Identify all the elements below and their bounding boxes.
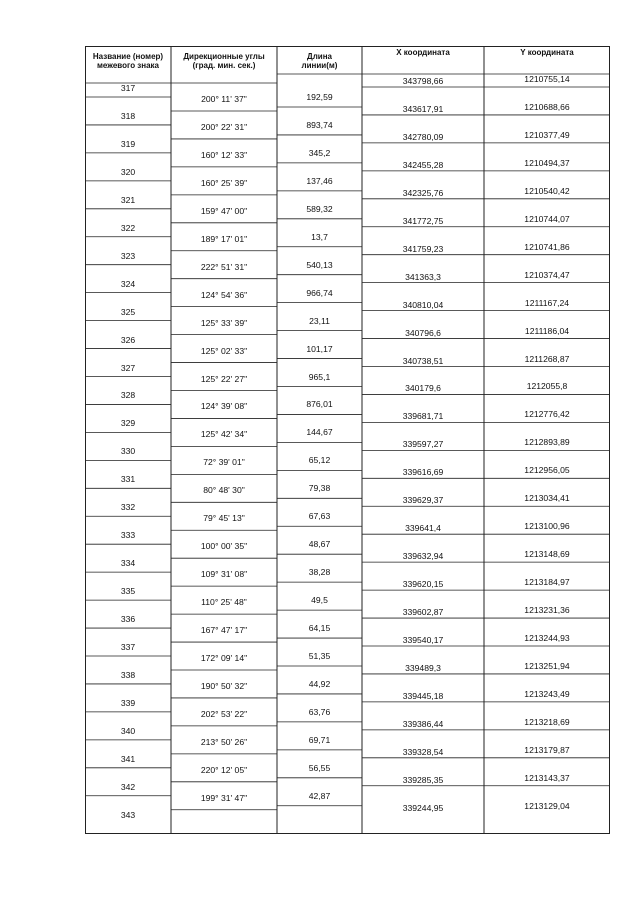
- x-coordinate: 341772,75: [402, 215, 444, 226]
- direction-angle: 124° 39' 08": [200, 401, 248, 412]
- y-coordinate: 1213244,93: [524, 633, 570, 643]
- line-length: 966,74: [306, 287, 333, 298]
- direction-angle: 190° 50' 32": [200, 680, 248, 691]
- line-length: 44,92: [308, 678, 331, 689]
- point-name: 334: [120, 558, 136, 569]
- y-coordinate: 1210377,49: [524, 129, 570, 140]
- direction-angle: 125° 02' 33": [200, 345, 248, 356]
- point-name: 337: [120, 642, 136, 652]
- direction-angle: 79° 45' 13": [203, 513, 245, 524]
- direction-angle: 160° 12' 33": [200, 149, 248, 160]
- point-name: 338: [120, 669, 136, 680]
- point-name: 320: [120, 166, 136, 177]
- line-length: 38,28: [308, 567, 331, 578]
- x-coordinate: 342455,28: [402, 159, 444, 170]
- y-coordinate: 1213218,69: [524, 716, 570, 727]
- line-length: 64,15: [308, 623, 331, 634]
- x-coordinate: 340179,6: [405, 383, 441, 394]
- point-name: 339: [120, 697, 136, 708]
- direction-angle: 222° 51' 31": [200, 261, 248, 272]
- y-coordinate: 1213251,94: [524, 660, 570, 671]
- direction-angle: 109° 31' 08": [200, 569, 248, 580]
- point-name: 318: [120, 110, 136, 121]
- y-coordinate: 1213100,96: [524, 521, 570, 532]
- point-name: 341: [120, 753, 136, 764]
- x-coordinate: 339602,87: [402, 607, 444, 618]
- line-length: 63,76: [308, 706, 331, 717]
- point-name: 323: [120, 250, 136, 261]
- line-length: 893,74: [306, 119, 333, 130]
- y-coordinate: 1213243,49: [524, 688, 570, 699]
- header-line-length: Длина линии(м): [301, 52, 338, 70]
- direction-angle: 124° 54' 36": [200, 289, 248, 300]
- point-name: 332: [120, 502, 136, 513]
- direction-angle: 213° 50' 26": [200, 736, 248, 747]
- point-name: 328: [120, 390, 136, 401]
- line-length: 13,7: [311, 231, 328, 242]
- line-length: 51,35: [308, 651, 331, 661]
- x-coordinate: 339445,18: [402, 690, 444, 701]
- point-name: 329: [120, 418, 136, 429]
- point-name: 342: [120, 781, 136, 792]
- x-coordinate: 339632,94: [402, 551, 444, 562]
- direction-angle: 125° 42' 34": [200, 429, 248, 440]
- line-length: 23,11: [309, 315, 330, 326]
- line-length: 79,38: [308, 483, 331, 494]
- x-coordinate: 339629,37: [402, 495, 444, 506]
- y-coordinate: 1210540,42: [524, 185, 570, 196]
- line-length: 42,87: [308, 790, 331, 801]
- y-coordinate: 1210494,37: [524, 157, 570, 168]
- direction-angle: 72° 39' 01": [203, 457, 245, 468]
- y-coordinate: 1211167,24: [524, 297, 570, 308]
- point-name: 343: [120, 809, 136, 820]
- point-name: 336: [120, 614, 136, 625]
- header-y-coordinate: Y координата: [520, 48, 574, 57]
- x-coordinate: 339285,35: [402, 774, 444, 785]
- point-name: 325: [120, 306, 136, 317]
- direction-angle: 125° 22' 27": [200, 373, 248, 384]
- point-name: 321: [120, 194, 136, 205]
- x-coordinate: 339328,54: [402, 746, 444, 757]
- x-coordinate: 339616,69: [402, 467, 444, 478]
- direction-angle: 172° 09' 14": [200, 653, 248, 663]
- line-length: 56,55: [308, 762, 331, 773]
- direction-angle: 80° 48' 30": [203, 485, 245, 496]
- point-name: 317: [120, 83, 136, 93]
- line-length: 48,67: [308, 539, 331, 550]
- header-point-name: Название (номер) межевого знака: [92, 52, 164, 70]
- direction-angle: 200° 22' 31": [200, 121, 248, 132]
- line-length: 876,01: [306, 399, 333, 410]
- point-name: 319: [120, 138, 136, 149]
- x-coordinate: 343798,66: [402, 76, 444, 86]
- y-coordinate: 1212893,89: [524, 437, 570, 448]
- point-name: 326: [120, 334, 136, 345]
- y-coordinate: 1212055,8: [526, 381, 568, 392]
- line-length: 192,59: [306, 92, 333, 102]
- direction-angle: 200° 11' 37": [201, 94, 247, 104]
- point-name: 333: [120, 530, 136, 541]
- boundary-coordinates-table: [85, 46, 610, 834]
- line-length: 67,63: [308, 511, 331, 522]
- direction-angle: 159° 47' 00": [200, 205, 248, 216]
- x-coordinate: 339386,44: [402, 718, 444, 729]
- y-coordinate: 1213148,69: [524, 549, 570, 560]
- x-coordinate: 339641,4: [405, 523, 441, 534]
- y-coordinate: 1212776,42: [524, 409, 570, 420]
- x-coordinate: 339681,71: [402, 411, 444, 422]
- direction-angle: 110° 25' 48": [201, 597, 247, 608]
- point-name: 324: [120, 278, 136, 289]
- direction-angle: 100° 00' 35": [200, 541, 248, 552]
- point-name: 322: [120, 222, 136, 233]
- y-coordinate: 1212956,05: [524, 465, 570, 476]
- y-coordinate: 1210755,14: [524, 74, 570, 84]
- line-length: 101,17: [306, 343, 333, 354]
- x-coordinate: 339597,27: [402, 439, 444, 450]
- x-coordinate: 343617,91: [402, 103, 444, 114]
- point-name: 340: [120, 725, 136, 736]
- x-coordinate: 339620,15: [402, 579, 444, 590]
- y-coordinate: 1213143,37: [524, 772, 570, 783]
- x-coordinate: 339540,17: [402, 635, 444, 645]
- direction-angle: 189° 17' 01": [200, 233, 248, 244]
- x-coordinate: 340796,6: [405, 327, 441, 338]
- y-coordinate: 1213231,36: [524, 605, 570, 616]
- point-name: 327: [120, 362, 136, 373]
- direction-angle: 167° 47' 17": [200, 625, 248, 636]
- y-coordinate: 1210741,86: [524, 241, 570, 252]
- x-coordinate: 341363,3: [405, 271, 441, 282]
- x-coordinate: 342780,09: [402, 131, 444, 142]
- y-coordinate: 1213129,04: [524, 800, 570, 811]
- line-length: 49,5: [311, 595, 328, 606]
- x-coordinate: 339244,95: [402, 802, 444, 813]
- x-coordinate: 339489,3: [405, 662, 441, 673]
- x-coordinate: 341759,23: [402, 243, 444, 254]
- point-name: 331: [120, 474, 136, 485]
- line-length: 589,32: [306, 203, 333, 214]
- direction-angle: 125° 33' 39": [200, 317, 248, 328]
- direction-angle: 220° 12' 05": [200, 764, 248, 775]
- y-coordinate: 1213034,41: [524, 493, 570, 504]
- line-length: 345,2: [308, 147, 331, 158]
- x-coordinate: 340810,04: [402, 299, 444, 310]
- y-coordinate: 1211268,87: [524, 353, 570, 364]
- line-length: 69,71: [308, 734, 331, 745]
- header-x-coordinate: X координата: [396, 48, 450, 57]
- y-coordinate: 1213184,97: [524, 577, 570, 588]
- line-length: 540,13: [306, 259, 333, 270]
- line-length: 137,46: [306, 175, 333, 186]
- y-coordinate: 1210744,07: [524, 213, 570, 224]
- y-coordinate: 1211186,04: [524, 325, 570, 336]
- y-coordinate: 1210374,47: [524, 269, 570, 280]
- direction-angle: 199° 31' 47": [200, 792, 248, 803]
- direction-angle: 160° 25' 39": [200, 177, 248, 188]
- direction-angle: 202° 53' 22": [200, 708, 248, 719]
- line-length: 65,12: [308, 455, 331, 466]
- point-name: 335: [120, 586, 136, 597]
- line-length: 144,67: [306, 427, 333, 438]
- y-coordinate: 1213179,87: [524, 744, 570, 755]
- point-name: 330: [120, 446, 136, 457]
- x-coordinate: 342325,76: [402, 187, 444, 198]
- line-length: 965,1: [308, 371, 331, 382]
- y-coordinate: 1210688,66: [524, 101, 570, 112]
- header-direction-angles: Дирекционные углы (град. мин. сек.): [183, 52, 265, 70]
- x-coordinate: 340738,51: [402, 355, 444, 366]
